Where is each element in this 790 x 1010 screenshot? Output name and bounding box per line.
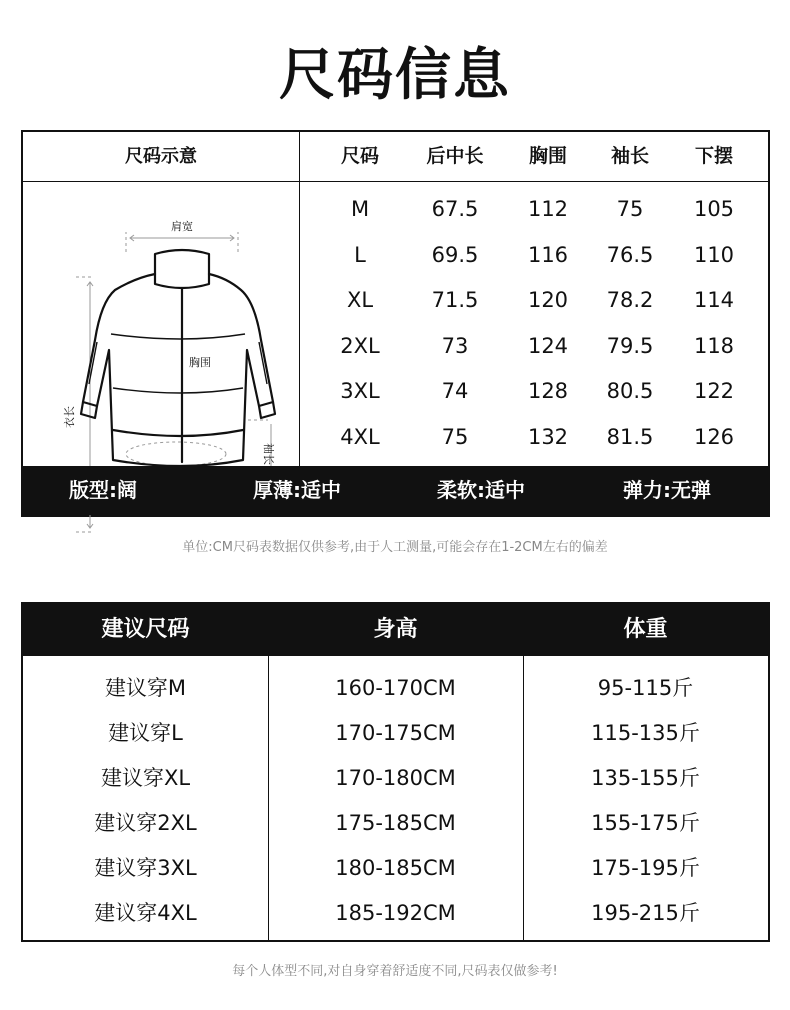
table-cell: XL: [346, 288, 374, 312]
table-cell: 135-155斤: [591, 766, 700, 790]
table-divider: [23, 181, 768, 182]
table-cell: 4XL: [340, 424, 380, 449]
table-cell: 79.5: [606, 333, 654, 358]
size-table: [21, 130, 770, 517]
table-cell: 67.5: [431, 197, 479, 221]
table-cell: L: [354, 242, 366, 267]
table-cell: 170-175CM: [335, 721, 456, 745]
table-cell: 75: [441, 424, 469, 449]
table-row: [23, 801, 768, 846]
table-cell: 105: [693, 197, 735, 221]
table-cell: 116: [527, 242, 569, 267]
table-cell: 175-185CM: [335, 811, 456, 835]
table-cell: 126: [693, 424, 735, 449]
fit-note: 每个人体型不同,对自身穿着舒适度不同,尺码表仅做参考!: [232, 964, 558, 979]
spec-bar: [23, 466, 768, 515]
table-cell: 建议穿2XL: [94, 811, 197, 835]
column-header: 袖长: [610, 145, 649, 167]
table-cell: 76.5: [606, 242, 654, 267]
table-row: [23, 891, 768, 936]
table-row: [23, 666, 768, 711]
column-header: 身高: [373, 617, 418, 642]
column-header: 尺码: [340, 145, 379, 167]
table-cell: 185-192CM: [335, 901, 456, 925]
measurement-note: 单位:CM尺码表数据仅供参考,由于人工测量,可能会存在1-2CM左右的偏差: [182, 540, 608, 555]
table-cell: 95-115斤: [597, 676, 694, 700]
table-cell: 建议穿XL: [100, 766, 191, 790]
table-cell: 建议穿M: [104, 676, 187, 700]
table-cell: 78.2: [606, 288, 654, 312]
table-cell: 155-175斤: [591, 811, 700, 835]
table-row: [23, 756, 768, 801]
table-cell: 175-195斤: [591, 856, 700, 880]
recommend-table: [21, 602, 770, 942]
table-cell: 160-170CM: [335, 676, 456, 700]
column-header: 体重: [623, 617, 668, 642]
spec-softness: 柔软:适中: [437, 478, 525, 502]
label-sleeve: 袖长: [262, 443, 275, 465]
table-cell: 74: [441, 379, 469, 403]
table-cell: 建议穿L: [108, 721, 183, 745]
label-length: 衣长: [63, 406, 76, 428]
table-cell: 195-215斤: [591, 901, 700, 925]
table-cell: 71.5: [431, 288, 479, 312]
table-row: [23, 846, 768, 891]
table-cell: M: [350, 197, 370, 221]
spec-elasticity: 弹力:无弹: [623, 478, 711, 502]
table-cell: 112: [527, 197, 569, 221]
table-cell: 80.5: [606, 379, 654, 403]
table-cell: 170-180CM: [335, 766, 456, 790]
size-table-header: [300, 132, 768, 181]
table-cell: 128: [527, 379, 569, 403]
table-cell: 180-185CM: [335, 856, 456, 880]
column-header: 胸围: [528, 145, 567, 167]
jacket-diagram: [53, 192, 283, 465]
diagram-header: 尺码示意: [125, 146, 197, 167]
table-cell: 115-135斤: [591, 721, 700, 745]
column-header: 后中长: [426, 145, 484, 167]
table-cell: 建议穿4XL: [94, 901, 197, 925]
table-cell: 114: [693, 288, 735, 312]
spec-fit: 版型:阔: [69, 478, 137, 502]
table-cell: 69.5: [431, 242, 479, 267]
table-cell: 73: [441, 333, 469, 358]
table-cell: 建议穿3XL: [94, 856, 197, 880]
table-cell: 110: [693, 242, 735, 267]
label-shoulder: 肩宽: [171, 220, 193, 233]
table-cell: 120: [527, 288, 569, 312]
page-title: 尺码信息: [279, 43, 511, 108]
table-cell: 3XL: [340, 379, 380, 403]
table-cell: 124: [527, 333, 569, 358]
label-chest: 胸围: [189, 356, 211, 369]
column-header: 建议尺码: [101, 617, 190, 642]
table-cell: 132: [527, 424, 569, 449]
table-cell: 122: [693, 379, 735, 403]
spec-thickness: 厚薄:适中: [253, 478, 341, 502]
column-header: 下摆: [694, 145, 733, 167]
recommend-table-header: [23, 604, 768, 656]
table-cell: 81.5: [606, 424, 654, 449]
table-row: [23, 711, 768, 756]
table-cell: 2XL: [340, 333, 380, 358]
table-cell: 118: [693, 333, 735, 358]
table-cell: 75: [616, 197, 644, 221]
